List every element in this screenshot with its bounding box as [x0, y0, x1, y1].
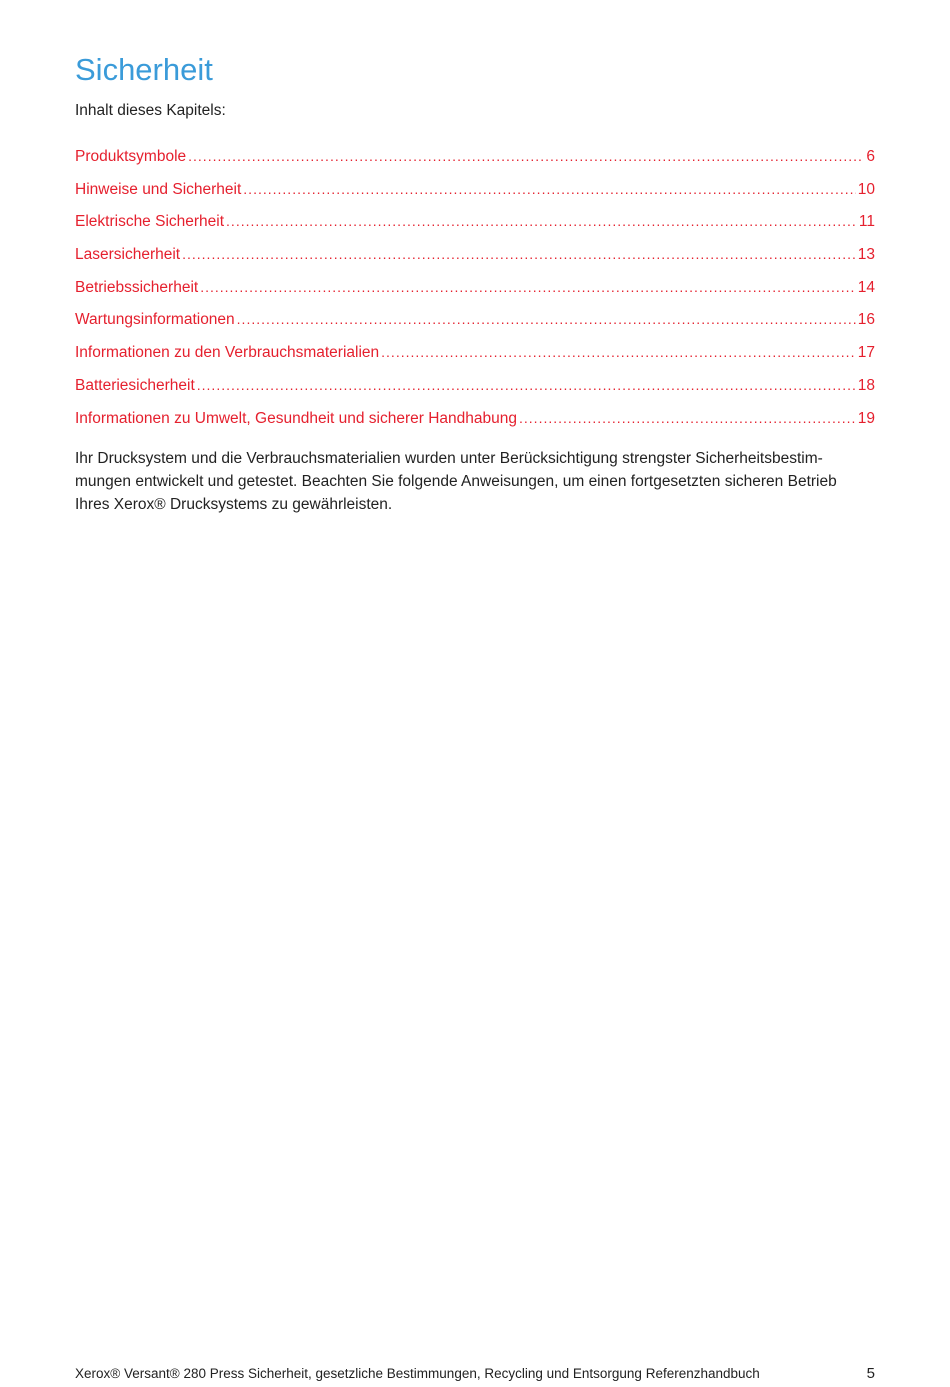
toc-entry-verbrauchsmaterialien[interactable]	[75, 340, 875, 373]
toc-entry-label: Produktsymbole	[75, 148, 187, 165]
toc-dot-leader	[200, 275, 856, 299]
toc-entry-label: Elektrische Sicherheit	[75, 213, 225, 231]
toc-entry-lasersicherheit[interactable]	[75, 242, 875, 275]
toc-dot-leader	[519, 406, 856, 430]
document-page	[75, 0, 875, 1387]
toc-entry-betriebssicherheit[interactable]	[75, 275, 875, 308]
toc-entry-label: Informationen zu den Verbrauchsmaterialien	[75, 344, 380, 362]
table-of-contents	[75, 144, 875, 438]
toc-entry-label: Lasersicherheit	[75, 246, 181, 264]
toc-intro: Inhalt dieses Kapitels:	[75, 102, 226, 119]
toc-entry-page: 18	[857, 376, 875, 394]
toc-dot-leader	[197, 373, 856, 397]
toc-entry-batteriesicherheit[interactable]	[75, 373, 875, 406]
toc-entry-elektrische-sicherheit[interactable]	[75, 209, 875, 242]
toc-dot-leader	[226, 209, 857, 233]
toc-entry-wartungsinformationen[interactable]	[75, 307, 875, 340]
toc-dot-leader	[237, 307, 856, 331]
toc-entry-page: 6	[866, 148, 875, 165]
toc-entry-label: Betriebssicherheit	[75, 278, 199, 296]
footer-page-number: 5	[866, 1365, 875, 1382]
toc-entry-hinweise[interactable]	[75, 177, 875, 210]
toc-dot-leader	[381, 340, 856, 364]
intro-paragraph: Ihr Drucksystem und die Verbrauchsmaterialien wurden unter Berücksichtigung strengster Sicherheitsbestim-mungen entwickelt und getestet. Beachten Sie folgende Anweisungen, um einen fortgesetzten sicheren Betrieb Ihres Xerox® Drucksystems zu gewährleisten.	[75, 450, 837, 513]
toc-entry-page: 16	[857, 311, 875, 329]
chapter-title: Sicherheit	[75, 52, 213, 87]
toc-dot-leader	[188, 144, 864, 168]
toc-entry-label: Wartungsinformationen	[75, 311, 235, 329]
toc-entry-page: 14	[857, 278, 875, 296]
toc-entry-produktsymbole[interactable]	[75, 144, 875, 177]
toc-entry-page: 17	[857, 344, 875, 362]
toc-entry-umwelt-gesundheit[interactable]	[75, 406, 875, 439]
toc-entry-label: Batteriesicherheit	[75, 376, 195, 394]
toc-dot-leader	[243, 177, 855, 201]
toc-entry-label: Hinweise und Sicherheit	[75, 180, 242, 198]
toc-dot-leader	[182, 242, 856, 266]
footer-document-title: Xerox® Versant® 280 Press Sicherheit, gesetzliche Bestimmungen, Recycling und Entsorgung Referenzhandbuch	[75, 1366, 760, 1381]
toc-entry-page: 11	[858, 213, 875, 231]
toc-entry-label: Informationen zu Umwelt, Gesundheit und sicherer Handhabung	[75, 409, 518, 427]
toc-entry-page: 13	[857, 246, 875, 264]
toc-entry-page: 19	[857, 409, 875, 427]
toc-entry-page: 10	[857, 180, 875, 198]
